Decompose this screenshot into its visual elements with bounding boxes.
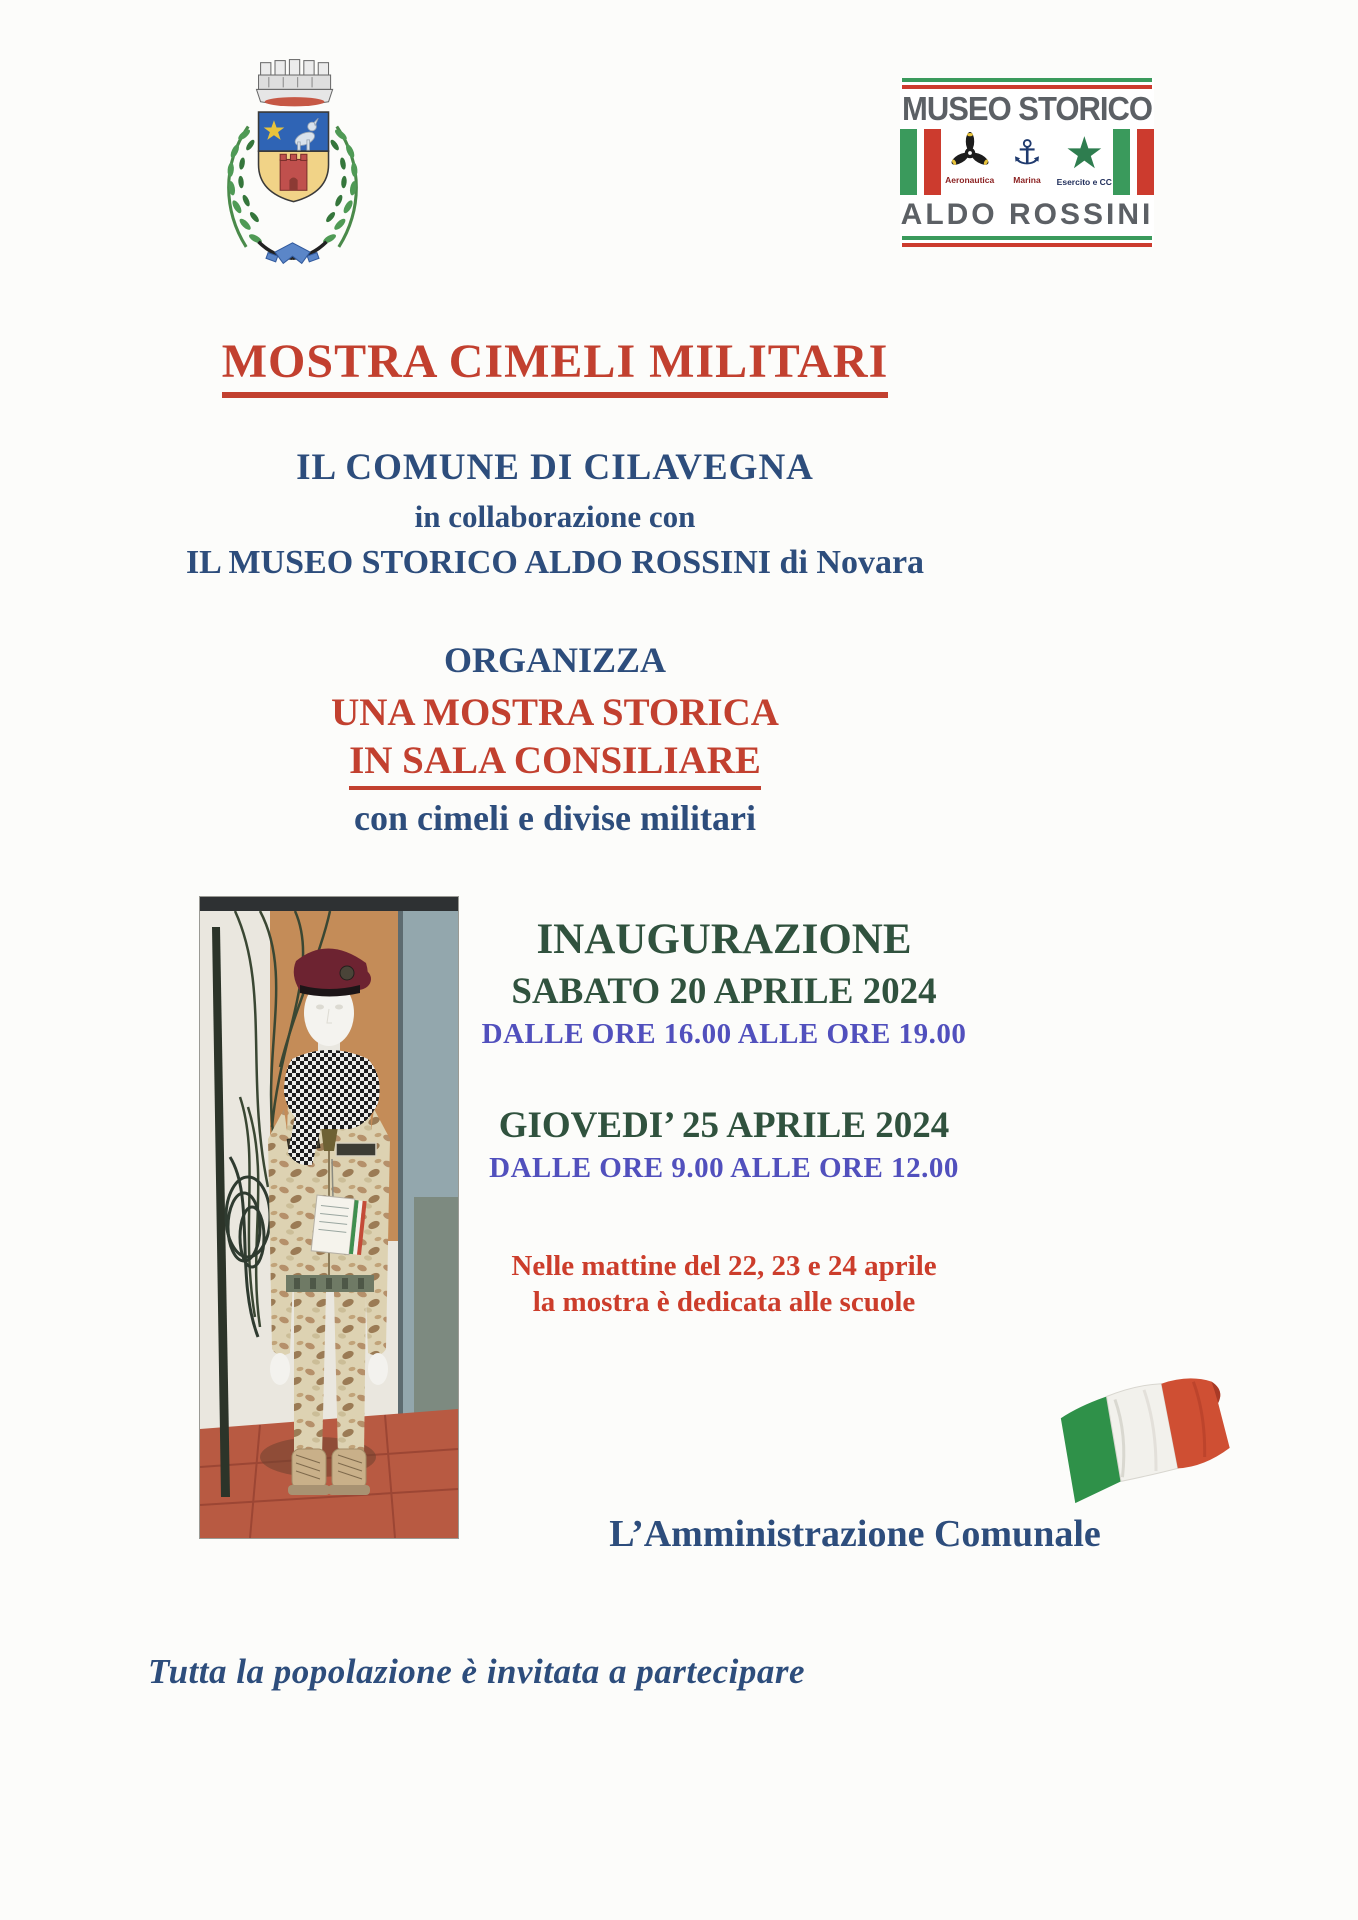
shield <box>259 112 329 202</box>
comune-crest-image <box>205 56 380 268</box>
logo-top-green-line <box>902 78 1152 82</box>
cimeli-divise-line: con cimeli e divise militari <box>354 798 756 838</box>
mostra-storica-line: UNA MOSTRA STORICA <box>331 691 779 734</box>
flag-bar-gap <box>1130 129 1137 195</box>
esercito-item <box>1056 128 1113 187</box>
event1-time: DALLE ORE 16.00 ALLE ORE 19.00 <box>481 1018 967 1050</box>
logo-top-red-line <box>902 85 1152 89</box>
schedule-block <box>462 914 986 1320</box>
crown-icon <box>256 60 332 107</box>
organizza-block <box>55 638 1055 840</box>
aeronautica-item <box>941 131 998 185</box>
logo-bottom-red-line <box>902 243 1152 247</box>
flag-bar-red-left <box>924 129 941 195</box>
intro-block <box>55 446 1055 584</box>
spacer <box>462 1186 986 1248</box>
italian-flag-image <box>1050 1366 1242 1512</box>
poster-title-text: MOSTRA CIMELI MILITARI <box>222 336 889 398</box>
star-icon: ★ <box>1064 128 1105 179</box>
spacer <box>462 1052 986 1104</box>
red-tower <box>280 154 307 190</box>
schools-note-line-1: Nelle mattine del 22, 23 e 24 aprile <box>511 1250 937 1282</box>
propeller-icon <box>949 131 991 175</box>
inaugurazione-heading: INAUGURAZIONE <box>536 916 912 963</box>
event2-time: DALLE ORE 9.00 ALLE ORE 12.00 <box>489 1152 959 1184</box>
service-icons <box>941 129 1113 195</box>
invitation-line: Tutta la popolazione è invitata a partecipare <box>148 1652 806 1691</box>
sala-consiliare-text: IN SALA CONSILIARE <box>349 738 761 790</box>
logo-bottom-green-line <box>902 236 1152 240</box>
intro-line-3: IL MUSEO STORICO ALDO ROSSINI di Novara <box>185 544 925 581</box>
museum-logo <box>900 78 1154 247</box>
intro-line-1: IL COMUNE DI CILAVEGNA <box>296 447 814 488</box>
marina-item <box>999 131 1056 185</box>
comune-crest <box>205 56 380 268</box>
event1-date: SABATO 20 APRILE 2024 <box>511 971 937 1012</box>
flag-bar-green-right <box>1113 129 1130 195</box>
signature-line: L’Amministrazione Comunale <box>609 1513 1101 1555</box>
anchor-icon: ⚓ <box>1011 133 1043 173</box>
museum-logo-band <box>900 129 1154 195</box>
booklet <box>311 1195 367 1256</box>
flag-bar-green-left <box>900 129 917 195</box>
mannequin-photo-image <box>200 897 458 1538</box>
esercito-label: Esercito e CC <box>1056 177 1112 187</box>
event2-date: GIOVEDI’ 25 APRILE 2024 <box>498 1105 950 1146</box>
italian-flag-icon <box>1050 1366 1242 1512</box>
marina-label: Marina <box>1013 175 1041 185</box>
flag-bar-gap <box>917 129 924 195</box>
museum-logo-title: MUSEO STORICO <box>902 89 1152 128</box>
flag-bar-red-right <box>1137 129 1154 195</box>
poster-title <box>0 336 1110 398</box>
intro-line-2: in collaborazione con <box>414 499 696 534</box>
museum-logo-subtitle: ALDO ROSSINI <box>900 198 1154 231</box>
sala-consiliare-line <box>55 738 1055 790</box>
organizza-line: ORGANIZZA <box>443 640 667 680</box>
schools-note-line-2: la mostra è dedicata alle scuole <box>532 1286 916 1318</box>
aeronautica-label: Aeronautica <box>945 175 995 185</box>
mannequin-photo <box>200 897 458 1538</box>
